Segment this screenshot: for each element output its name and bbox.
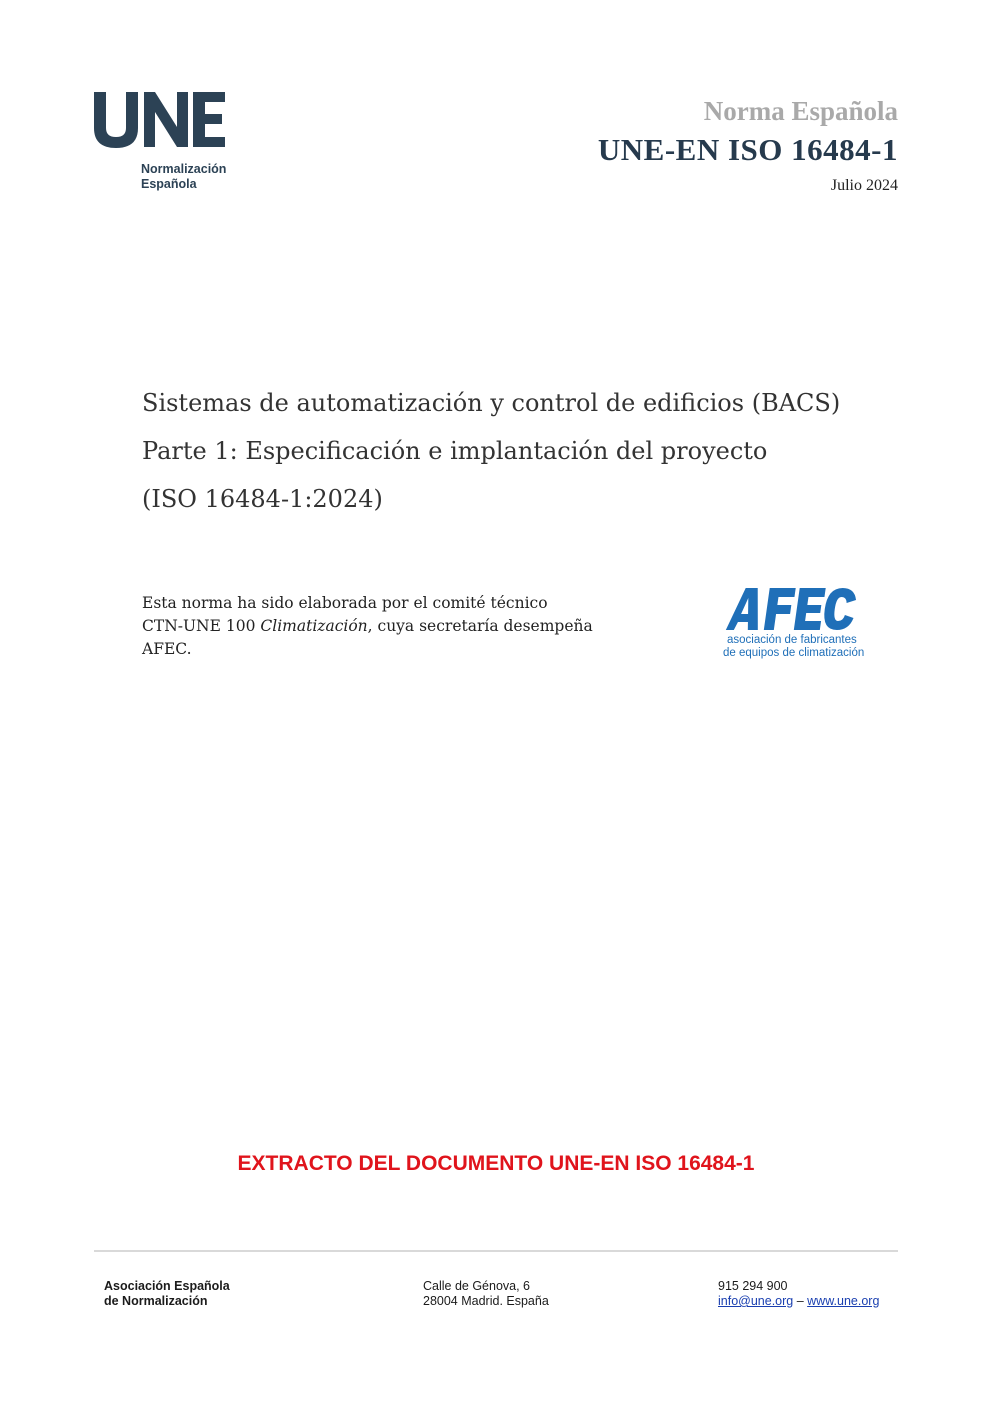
document-code: UNE-EN ISO 16484-1 (597, 132, 898, 167)
footer-address-line2: 28004 Madrid. España (423, 1294, 549, 1308)
committee-code: CTN-UNE 100 (142, 617, 261, 635)
footer-divider (94, 1250, 898, 1252)
title-line-2: Parte 1: Especificación e implantación del proyecto (142, 437, 768, 465)
footer-address-line1: Calle de Génova, 6 (423, 1279, 531, 1293)
committee-line-3: AFEC. (142, 640, 192, 658)
footer-contact (718, 1294, 879, 1309)
une-subtitle-line2: Española (141, 177, 197, 191)
footer-website-link[interactable]: www.une.org (807, 1294, 880, 1308)
footer-email-link[interactable]: info@une.org (718, 1294, 794, 1308)
footer-phone: 915 294 900 (718, 1279, 788, 1293)
committee-line-1: Esta norma ha sido elaborada por el comité técnico (142, 594, 548, 612)
committee-line-2 (142, 617, 593, 635)
footer-org-line2: de Normalización (104, 1294, 208, 1308)
extract-banner: EXTRACTO DEL DOCUMENTO UNE-EN ISO 16484-1 (237, 1152, 755, 1175)
committee-secretariat: , cuya secretaría desempeña (367, 617, 593, 635)
footer-separator: – (793, 1294, 808, 1308)
committee-name: Climatización (260, 617, 368, 635)
document-date: Julio 2024 (830, 177, 898, 194)
document-type: Norma Española (703, 96, 898, 126)
title-line-1: Sistemas de automatización y control de edificios (BACS) (142, 389, 841, 417)
afec-subtitle-line1: asociación de fabricantes (727, 634, 857, 646)
footer-org-line1: Asociación Española (104, 1279, 230, 1293)
une-subtitle-line1: Normalización (141, 162, 227, 176)
title-line-3: (ISO 16484-1:2024) (142, 485, 383, 513)
afec-subtitle-line2: de equipos de climatización (723, 647, 865, 659)
